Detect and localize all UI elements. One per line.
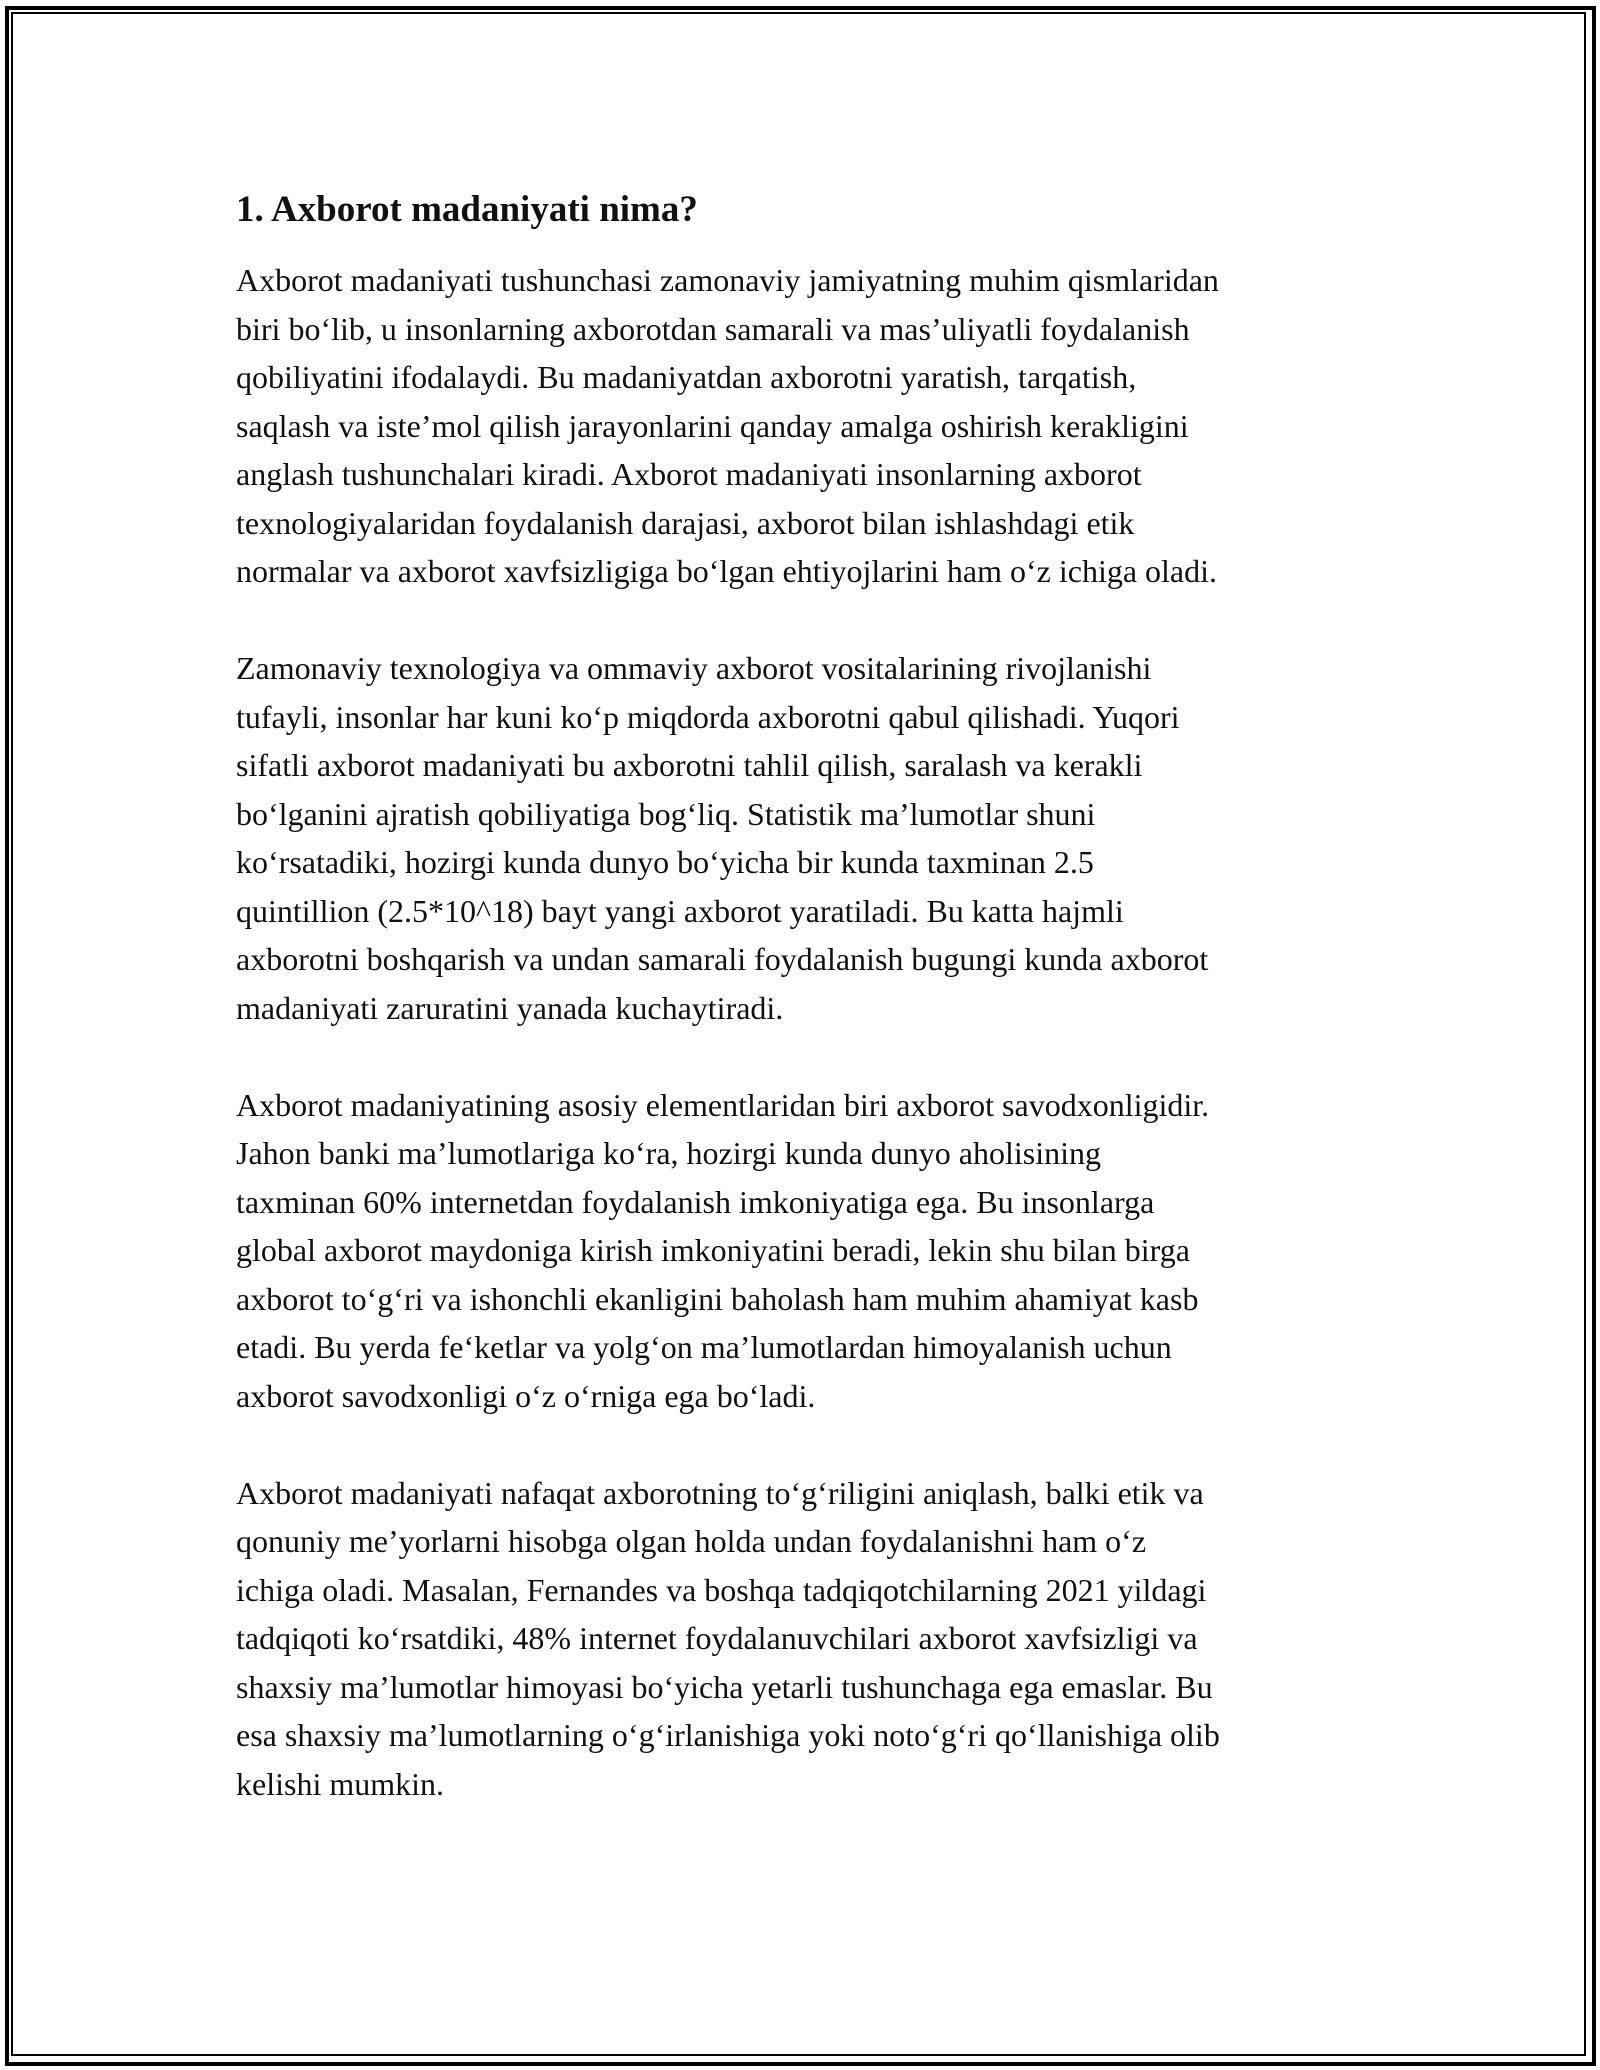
paragraph-line: texnologiyalaridan foydalanish darajasi, axborot bilan ishlashdagi etik bbox=[236, 504, 1135, 541]
paragraph-line: Jahon banki ma’lumotlariga ko‘ra, hozirgi kunda dunyo aholisining bbox=[236, 1135, 1102, 1171]
paragraph-line: quintillion (2.5*10^18) bayt yangi axborot yaratiladi. Bu katta hajmli bbox=[236, 892, 1124, 929]
paragraph-line: shaxsiy ma’lumotlar himoyasi bo‘yicha yetarli tushunchaga ega emaslar. Bu bbox=[236, 1668, 1213, 1705]
paragraph-line: biri bo‘lib, u insonlarning axborotdan samarali va mas’uliyatli foydalanish bbox=[236, 310, 1190, 347]
paragraph-line: kelishi mumkin. bbox=[236, 1765, 444, 1802]
paragraph-line: tadqiqoti ko‘rsatdiki, 48% internet foydalanuvchilari axborot xavfsizligi va bbox=[236, 1620, 1198, 1656]
section-heading: 1. Axborot madaniyati nima? bbox=[236, 189, 698, 230]
paragraph-line: axborot to‘g‘ri va ishonchli ekanligini baholash ham muhim ahamiyat kasb bbox=[236, 1280, 1199, 1317]
paragraph-line: madaniyati zaruratini yanada kuchaytiradi. bbox=[236, 989, 784, 1026]
paragraph-line: Axborot madaniyatining asosiy elementlaridan biri axborot savodxonligidir. bbox=[236, 1086, 1210, 1123]
paragraph-line: ichiga oladi. Masalan, Fernandes va boshqa tadqiqotchilarning 2021 yildagi bbox=[236, 1571, 1207, 1608]
paragraph-line: sifatli axborot madaniyati bu axborotni tahlil qilish, saralash va kerakli bbox=[236, 747, 1143, 783]
paragraph-line: Zamonaviy texnologiya va ommaviy axborot vositalarining rivojlanishi bbox=[236, 650, 1152, 686]
paragraph-line: esa shaxsiy ma’lumotlarning o‘g‘irlanishiga yoki noto‘g‘ri qo‘llanishiga olib bbox=[236, 1717, 1220, 1753]
paragraph-line: qonuniy me’yorlarni hisobga olgan holda undan foydalanishni ham o‘z bbox=[236, 1523, 1147, 1559]
paragraphs-container bbox=[236, 256, 1376, 1808]
paragraph-line: axborotni boshqarish va undan samarali foydalanish bugungi kunda axborot bbox=[236, 941, 1209, 977]
paragraph bbox=[236, 1469, 1376, 1809]
paragraph-line: Axborot madaniyati nafaqat axborotning to‘g‘riligini aniqlash, balki etik va bbox=[236, 1474, 1204, 1511]
paragraph-line: saqlash va iste’mol qilish jarayonlarini qanday amalga oshirish kerakligini bbox=[236, 407, 1189, 444]
paragraph bbox=[236, 644, 1376, 1032]
paragraph-line: bo‘lganini ajratish qobiliyatiga bog‘liq. Statistik ma’lumotlar shuni bbox=[236, 795, 1096, 832]
paragraph bbox=[236, 256, 1376, 596]
paragraph-line: ko‘rsatadiki, hozirgi kunda dunyo bo‘yicha bir kunda taxminan 2.5 bbox=[236, 844, 1094, 880]
paragraph-line: taxminan 60% internetdan foydalanish imkoniyatiga ega. Bu insonlarga bbox=[236, 1183, 1155, 1220]
paragraph-line: etadi. Bu yerda fe‘ketlar va yolg‘on ma’lumotlardan himoyalanish uchun bbox=[236, 1329, 1172, 1365]
paragraph-line: anglash tushunchalari kiradi. Axborot madaniyati insonlarning axborot bbox=[236, 456, 1142, 492]
paragraph-line: normalar va axborot xavfsizligiga bo‘lgan ehtiyojlarini ham o‘z ichiga oladi. bbox=[236, 553, 1218, 589]
paragraph-line: Axborot madaniyati tushunchasi zamonaviy jamiyatning muhim qismlaridan bbox=[236, 262, 1219, 298]
paragraph-line: global axborot maydoniga kirish imkoniyatini beradi, lekin shu bilan birga bbox=[236, 1232, 1190, 1268]
paragraph-line: tufayli, insonlar har kuni ko‘p miqdorda axborotni qabul qilishadi. Yuqori bbox=[236, 698, 1180, 735]
paragraph bbox=[236, 1081, 1376, 1421]
paragraph-line: axborot savodxonligi o‘z o‘rniga ega bo‘ladi. bbox=[236, 1377, 816, 1414]
paragraph-line: qobiliyatini ifodalaydi. Bu madaniyatdan axborotni yaratish, tarqatish, bbox=[236, 359, 1137, 395]
document-body bbox=[236, 186, 1376, 1857]
